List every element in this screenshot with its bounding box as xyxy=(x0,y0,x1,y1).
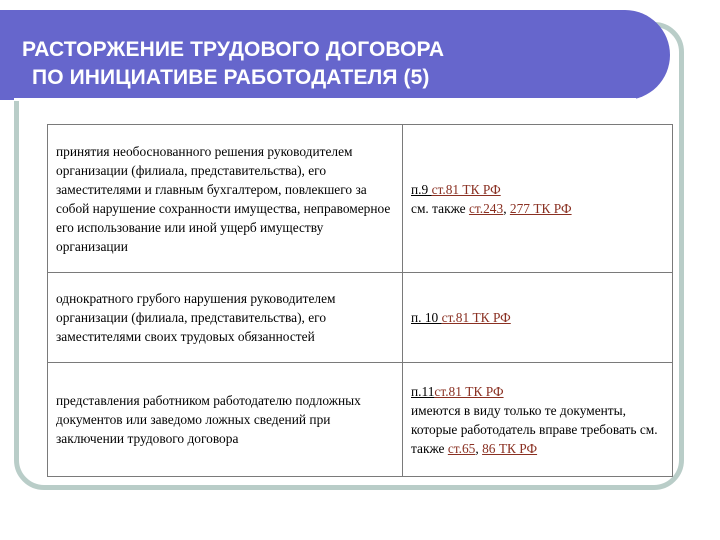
see-also-separator: , xyxy=(475,440,483,456)
ground-cell: принятия необоснованного решения руководителем организации (филиала, представительства), его заместителями и главным бухгалтером, повлекшего за собой нарушение сохранности имущества, неправомерное его использование или иной ущерб имуществу организации xyxy=(48,125,403,273)
see-also-link[interactable]: ст.65 xyxy=(447,440,476,456)
table-row xyxy=(48,363,673,477)
reference-cell xyxy=(403,363,673,477)
ref-link[interactable]: ст.81 ТК РФ xyxy=(441,310,511,325)
title-line-1: РАСТОРЖЕНИЕ ТРУДОВОГО ДОГОВОРА xyxy=(22,38,445,61)
ref-link[interactable]: ст.81 ТК РФ xyxy=(431,181,501,197)
ref-prefix: п. 10 xyxy=(411,310,442,325)
see-also-link[interactable]: 86 ТК РФ xyxy=(482,440,538,456)
see-also-link[interactable]: 277 ТК РФ xyxy=(509,200,572,216)
slide-title xyxy=(22,36,444,92)
see-also-separator: , xyxy=(503,200,510,216)
see-also-text: см. также xyxy=(411,200,469,216)
title-underline xyxy=(14,98,636,101)
title-line-2: ПО ИНИЦИАТИВЕ РАБОТОДАТЕЛЯ (5) xyxy=(32,66,430,89)
table-row xyxy=(48,125,673,273)
see-also-link[interactable]: ст.243 xyxy=(468,200,504,216)
ref-prefix: п.11 xyxy=(411,383,435,399)
reference-cell xyxy=(403,273,673,363)
ground-cell: однократного грубого нарушения руководителем организации (филиала, представительства), его заместителями своих трудовых обязанностей xyxy=(48,273,403,363)
ref-prefix: п.9 xyxy=(411,181,432,197)
grounds-table xyxy=(47,124,673,477)
title-banner xyxy=(0,10,670,100)
reference-cell xyxy=(403,125,673,273)
ground-cell: представления работником работодателю подложных документов или заведомо ложных сведений при заключении трудового договора xyxy=(48,363,403,477)
ref-link[interactable]: ст.81 ТК РФ xyxy=(434,383,504,399)
table-row xyxy=(48,273,673,363)
note-text: имеются в виду только те документы, которые работодатель вправе требовать см. также xyxy=(411,402,658,456)
